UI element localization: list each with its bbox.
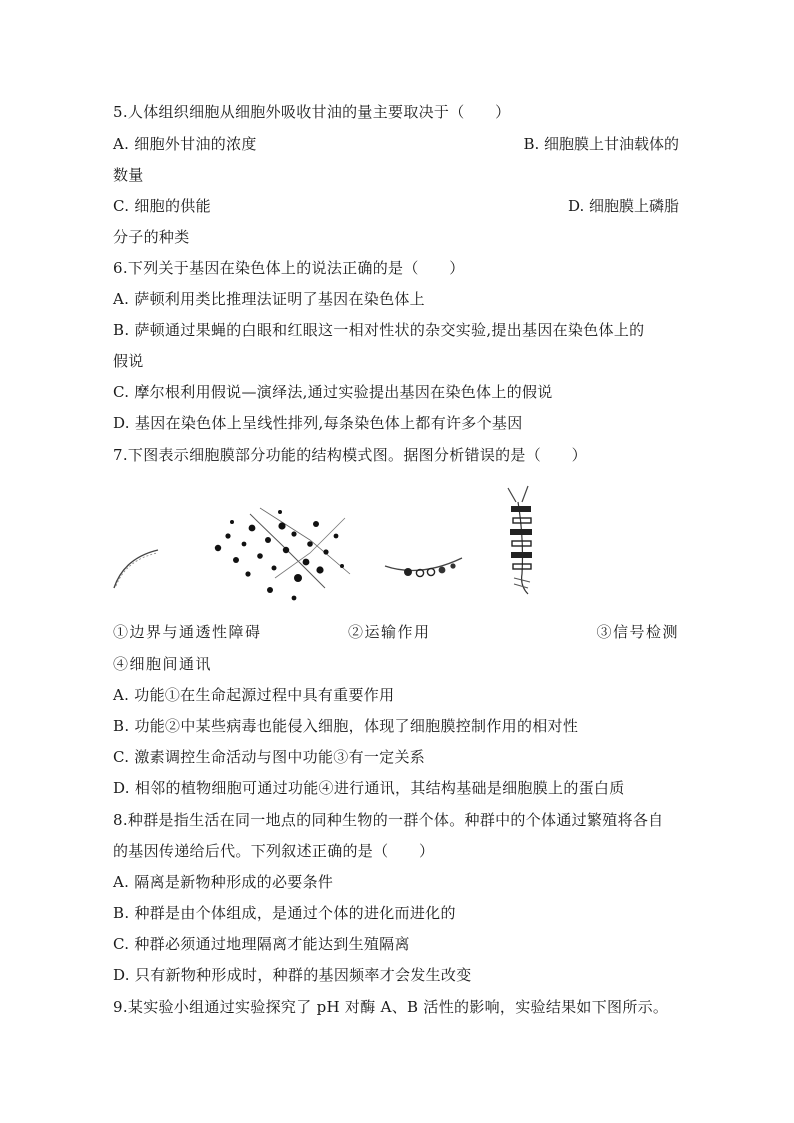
q8-option-a: A. 隔离是新物种形成的必要条件 — [113, 873, 334, 891]
q6-option-d: D. 基因在染色体上呈线性排列,每条染色体上都有许多个基因 — [113, 414, 523, 432]
signal-receptor-sketch — [385, 558, 462, 577]
q5-option-d: D. 细胞膜上磷脂 — [567, 197, 679, 215]
q6-option-a: A. 萨顿利用类比推理法证明了基因在染色体上 — [113, 290, 425, 308]
q5-option-d-cont: 分子的种类 — [113, 228, 190, 246]
figure-caption-2: ②运输作用 — [348, 623, 431, 641]
q7-option-a: A. 功能①在生命起源过程中具有重要作用 — [113, 686, 395, 704]
q6-option-b-cont: 假说 — [113, 352, 144, 370]
q5-option-a: A. 细胞外甘油的浓度 — [113, 135, 257, 153]
q5-option-b: B. 细胞膜上甘油载体的 — [523, 135, 679, 153]
q8-option-c: C. 种群必须通过地理隔离才能达到生殖隔离 — [113, 935, 410, 953]
figure-caption-3: ③信号检测 — [596, 623, 679, 641]
q5-option-c: C. 细胞的供能 — [113, 197, 211, 215]
q6-option-c: C. 摩尔根利用假说—演绎法,通过实验提出基因在染色体上的假说 — [113, 383, 553, 401]
q8-stem-cont: 的基因传递给后代。下列叙述正确的是（ ） — [113, 842, 435, 860]
cell-communication-sketch — [508, 486, 532, 594]
q7-option-c: C. 激素调控生命活动与图中功能③有一定关系 — [113, 748, 426, 766]
q9-stem: 9.某实验小组通过实验探究了 pH 对酶 A、B 活性的影响，实验结果如下图所示。 — [113, 998, 669, 1016]
figure-caption-1: ①边界与通透性障碍 — [113, 623, 262, 641]
figure-caption-4: ④细胞间通讯 — [113, 655, 213, 673]
q6-stem: 6.下列关于基因在染色体上的说法正确的是（ ） — [113, 259, 465, 277]
q7-option-d: D. 相邻的植物细胞可通过功能④进行通讯，其结构基础是细胞膜上的蛋白质 — [113, 779, 625, 797]
q8-option-d: D. 只有新物种形成时，种群的基因频率才会发生改变 — [113, 966, 472, 984]
membrane-function-figure — [110, 478, 690, 610]
q8-stem: 8.种群是指生活在同一地点的同种生物的一群个体。种群中的个体通过繁殖将各自 — [113, 811, 664, 829]
q8-option-b: B. 种群是由个体组成，是通过个体的进化而进化的 — [113, 904, 456, 922]
q5-option-b-cont: 数量 — [113, 166, 144, 184]
q6-option-b: B. 萨顿通过果蝇的白眼和红眼这一相对性状的杂交实验,提出基因在染色体上的 — [113, 321, 645, 339]
q7-stem: 7.下图表示细胞膜部分功能的结构模式图。据图分析错误的是（ ） — [113, 446, 587, 464]
transport-particles-sketch — [215, 508, 350, 600]
q7-option-b: B. 功能②中某些病毒也能侵入细胞，体现了细胞膜控制作用的相对性 — [113, 717, 579, 735]
boundary-membrane-sketch — [114, 550, 158, 588]
q5-stem: 5.人体组织细胞从细胞外吸收甘油的量主要取决于（ ） — [113, 103, 511, 121]
